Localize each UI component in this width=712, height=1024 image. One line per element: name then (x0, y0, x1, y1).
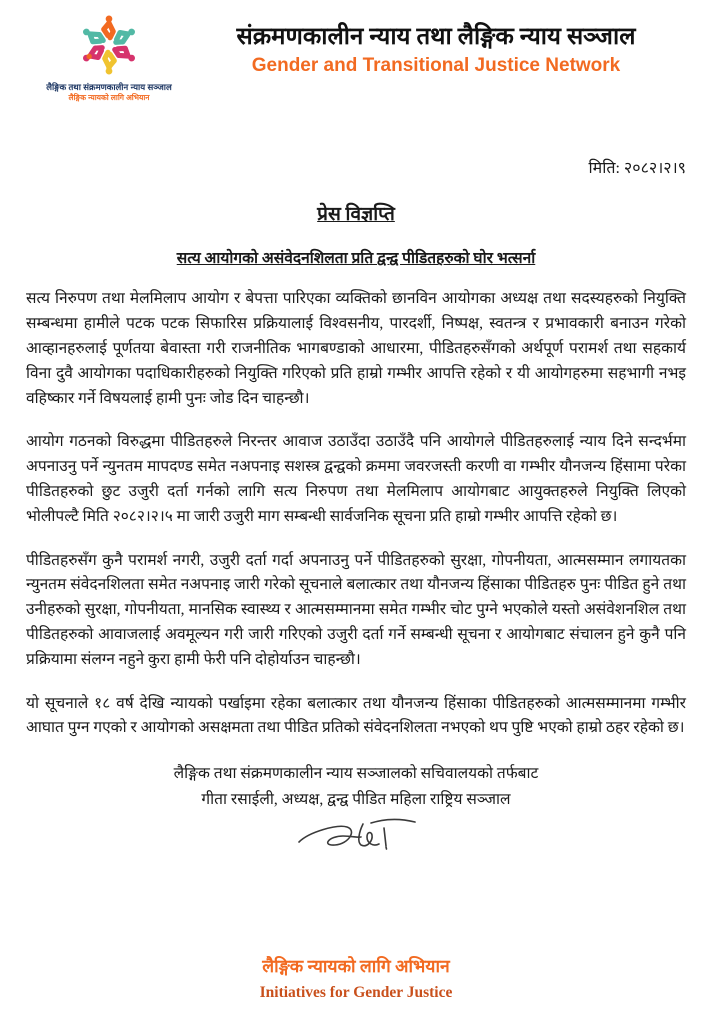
handwritten-signature-icon (291, 814, 421, 860)
signature-block (26, 814, 686, 865)
signoff-line-1: लैङ्गिक तथा संक्रमणकालीन न्याय सञ्जालको सचिवालयको तर्फबाट (173, 765, 539, 783)
paragraph-4: यो सूचनाले १८ वर्ष देखि न्यायको पर्खाइमा रहेका बलात्कार तथा यौनजन्य हिंसाका पीडितहरुको आत्मसम्मानमा गम्भीर आघात पुग्न गएको र आयोगको असक्षमता तथा पीडित प्रतिको संवेदनशिलता नभएको थप पुष्टि भएको हाम्रो ठहर रहेको छ। (26, 694, 686, 737)
paragraph-3: पीडितहरुसँग कुनै परामर्श नगरी, उजुरी दर्ता गर्दा अपनाउनु पर्ने पीडितहरुको सुरक्षा, गोपनीयता, आत्मसम्मान लगायतका न्युनतम संवेदनशिलता समेत नअपनाइ जारी गरेको सूचनाले बलात्कार तथा यौनजन्य हिंसाका पीडितहरु पुनः पीडित हुने तथा उनीहरुको सुरक्षा, गोपनीयता, मानसिक स्वास्थ्य र आत्मसम्मानमा समेत गम्भीर चोट पुग्ने भएकोले यस्तो असंवेशनशिल तथा पीडितहरुको आवाजलाई अवमूल्यन गरी जारी गरिएको उजुरी दर्ता गर्ने सम्बन्धी सूचना र आयोगबाट संचालन हुने कुनै पनि प्रक्रियामा संलग्न नहुने कुरा हामी फेरी पनि दोहोर्याउन चाहन्छौ। (26, 551, 686, 668)
org-title-english: Gender and Transitional Justice Network (251, 55, 621, 76)
footer-campaign-nepali: लैङ्गिक न्यायको लागि अभियान (262, 956, 450, 977)
paragraph-2: आयोग गठनको विरुद्धमा पीडितहरुले निरन्तर आवाज उठाउँदा उठाउँदै पनि आयोगले पीडितहरुलाई न्याय दिने सन्दर्भमा अपनाउनु पर्ने न्युनतम मापदण्ड समेत नअपनाइ सशस्त्र द्वन्द्वको क्रममा जवरजस्ती करणी वा गम्भीर यौनजन्य हिंसामा परेका पीडितहरुको छुट उजुरी दर्ता गर्नको लागि सत्य निरुपण तथा मेलमिलाप आयोगबाट आयुक्तहरुले नियुक्ति लिएको भोलीपल्टै मिति २०८२।२।५ मा जारी उजुरी माग सम्बन्धी सार्वजनिक सूचना प्रति हाम्रो गम्भीर आपत्ति रहेको छ। (26, 433, 686, 525)
signoff-block (26, 761, 686, 812)
signoff-line-2: गीता रसाईली, अध्यक्ष, द्वन्द्व पीडित महिला राष्ट्रिय सञ्जाल (201, 790, 511, 808)
document-body (0, 156, 712, 865)
logo-org-name: लैङ्गिक तथा संक्रमणकालीन न्याय सञ्जाल (46, 82, 172, 92)
press-release-heading: प्रेस विज्ञप्ति (317, 204, 395, 226)
network-logo-icon (54, 8, 164, 82)
footer-campaign-english: Initiatives for Gender Justice (259, 984, 453, 1001)
paragraph-1: सत्य निरुपण तथा मेलमिलाप आयोग र बेपत्ता पारिएका व्यक्तिको छानविन आयोगका अध्यक्ष तथा सदस्यहरुको नियुक्ति सम्बन्धमा हामीले पटक पटक सिफारिस प्रक्रियालाई विश्वसनीय, पारदर्शी, निष्पक्ष, स्वतन्त्र र प्रभावकारी बनाउन गरेको आव्हानहरुलाई पूर्णतया बेवास्ता गरी राजनीतिक भागबण्डाको आधारमा, पीडितहरुसँगको अर्थपूर्ण परामर्श तथा सहकार्य विना दुवै आयोगका पदाधिकारीहरुको नियुक्ति गरिएको प्रति हाम्रो गम्भीर आपत्ति रहेको र यी आयोगहरुमा सहभागी नभइ वहिष्कार गर्ने विषयलाई हामी पुनः जोड दिन चाहन्छौ। (26, 290, 686, 407)
press-release-subject: सत्य आयोगको असंवेदनशिलता प्रति द्वन्द्व पीडितहरुको घोर भत्सर्ना (176, 250, 536, 268)
letterhead (0, 0, 712, 102)
org-title-block (184, 8, 688, 79)
date-line: मिति: २०८२।२।९ (588, 160, 686, 178)
logo-tagline: लैङ्गिक न्यायको लागि अभियान (68, 92, 150, 102)
org-logo-block (34, 8, 184, 102)
footer-campaign (0, 955, 712, 1002)
org-title-nepali: संक्रमणकालीन न्याय तथा लैङ्गिक न्याय सञ्जाल (236, 24, 636, 50)
